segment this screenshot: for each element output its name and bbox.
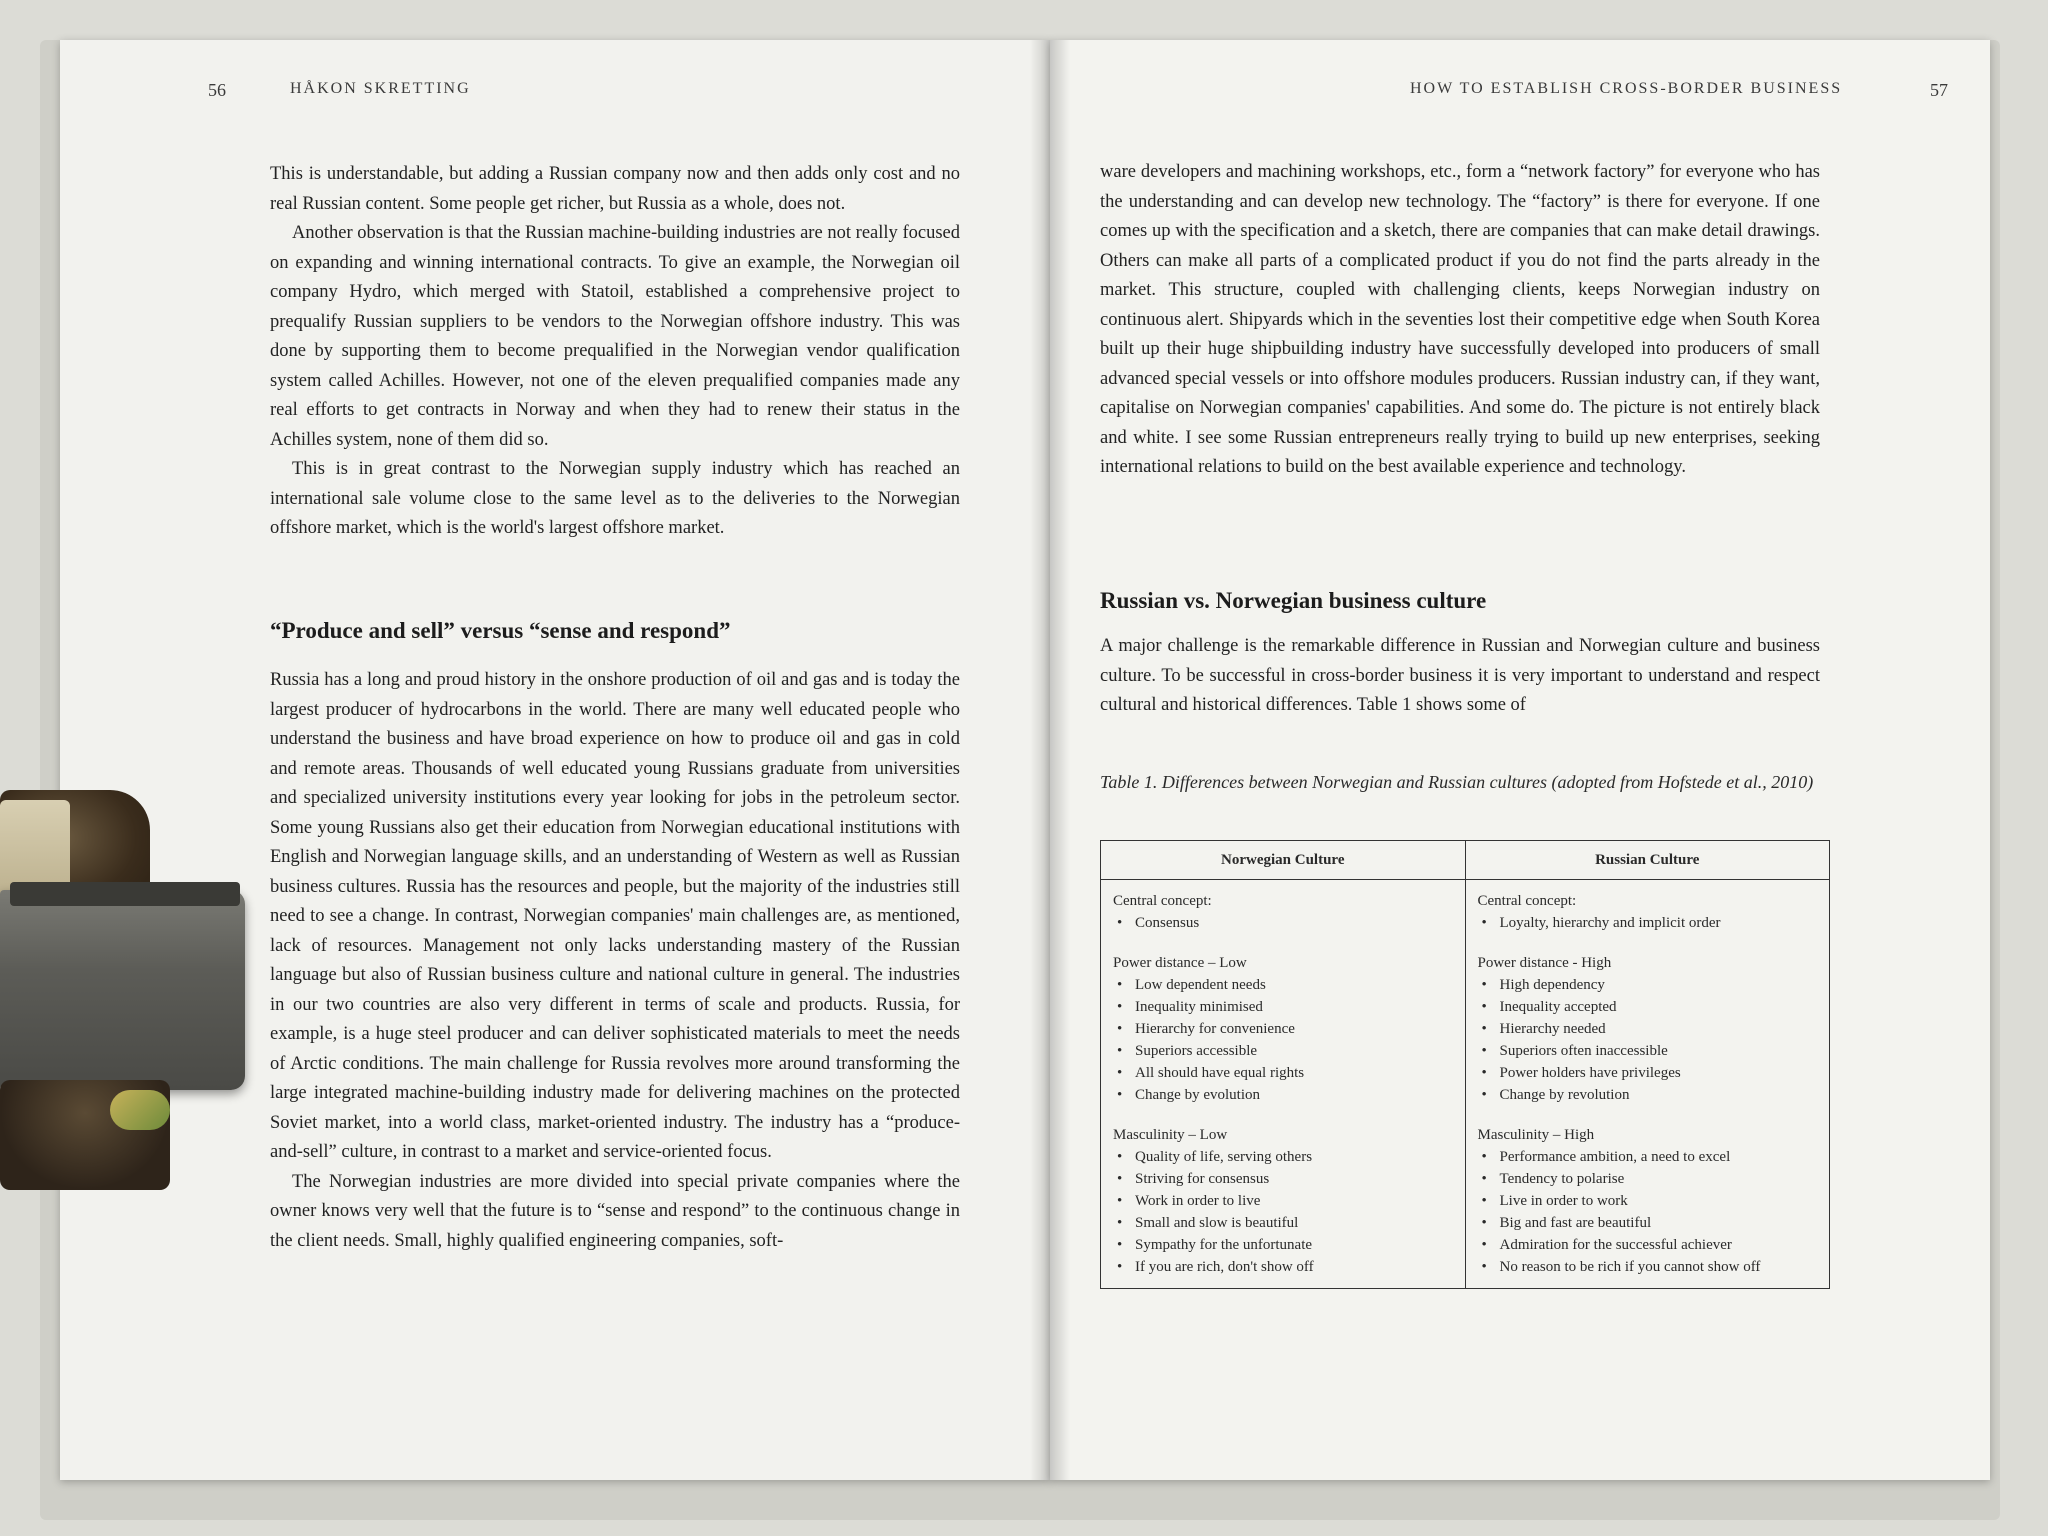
group-masculinity <box>1113 1124 1453 1278</box>
wire-bundle <box>110 1090 170 1130</box>
list-item: • Work in order to live <box>1135 1190 1453 1212</box>
paragraph: This is understandable, but adding a Russian company now and then adds only cost and no real Russian content. Some people get richer, but Russia as a whole, does not. <box>270 164 960 214</box>
metal-block <box>0 890 245 1090</box>
list-item: • Power holders have privileges <box>1500 1062 1818 1084</box>
book-weight-object <box>0 790 240 1190</box>
list-item: • Admiration for the successful achiever <box>1500 1234 1818 1256</box>
list-item: • Change by revolution <box>1500 1084 1818 1106</box>
list-item: • Hierarchy needed <box>1500 1018 1818 1040</box>
list-item: • Inequality minimised <box>1135 996 1453 1018</box>
table-caption: Table 1. Differences between Norwegian and Russian cultures (adopted from Hofstede et al., 2010) <box>1100 772 1814 792</box>
list-item: • Loyalty, hierarchy and implicit order <box>1500 912 1818 934</box>
page-number-left: 56 <box>208 80 226 100</box>
right-text-bottom <box>1100 632 1820 721</box>
group-power-distance <box>1113 952 1453 1106</box>
group-title: Masculinity – Low <box>1113 1127 1228 1143</box>
running-head-right: HOW TO ESTABLISH CROSS-BORDER BUSINESS <box>1410 80 1843 97</box>
list-item: • Superiors accessible <box>1135 1040 1453 1062</box>
list-item: • Inequality accepted <box>1500 996 1818 1018</box>
paragraph: Russia has a long and proud history in the onshore production of oil and gas and is today the largest producer of hydrocarbons in the world. There are many well educated people who understand the business and have broad experience on how to produce oil and gas in cold and remote areas. Thousands of well educated young Russians graduate from universities and specialized university institutions every year looking for jobs in the petroleum sector. Some young Russians also get their education from Norwegian educational institutions with English and Norwegian language skills, and an understanding of Western as well as Russian business cultures. Russia has the resources and people, but the majority of the industries still need to see a change. In contrast, Norwegian companies' main challenges are, as mentioned, lack of resources. Management not only lacks understanding mastery of the Russian language but also of Russian business culture and national culture in general. The industries in our two countries are also very different in terms of scale and products. Russia, for example, is a huge steel producer and can deliver sophisticated materials to meet the needs of Arctic conditions. The main challenge for Russia revolves more around transforming the large integrated machine-building industry made for delivering machines on the protected Soviet market, into a world class, market-oriented industry. The industry has a “produce-and-sell” culture, in contrast to a market and service-oriented focus. <box>270 670 960 1162</box>
book-gutter <box>1030 40 1070 1480</box>
list-item: • High dependency <box>1500 974 1818 996</box>
group-title: Power distance - High <box>1477 955 1612 971</box>
open-book <box>60 40 2000 1500</box>
list-item: • Tendency to polarise <box>1500 1168 1818 1190</box>
list-item: • No reason to be rich if you cannot show off <box>1500 1256 1818 1278</box>
right-page <box>1050 40 1990 1480</box>
list-item: • Consensus <box>1135 912 1453 934</box>
list-item: • All should have equal rights <box>1135 1062 1453 1084</box>
group-title: Masculinity – High <box>1477 1127 1595 1143</box>
running-head-left: HÅKON SKRETTING <box>290 80 471 97</box>
list-item: • Sympathy for the unfortunate <box>1135 1234 1453 1256</box>
section-heading-left: “Produce and sell” versus “sense and respond” <box>270 618 731 643</box>
group-power-distance <box>1478 952 1818 1106</box>
left-text-bottom <box>270 666 960 1256</box>
group-title: Central concept: <box>1113 893 1212 909</box>
list-item: • Quality of life, serving others <box>1135 1146 1453 1168</box>
list-item: • Big and fast are beautiful <box>1500 1212 1818 1234</box>
group-central-concept <box>1478 890 1818 934</box>
russian-column <box>1465 880 1830 1289</box>
list-item: • Superiors often inaccessible <box>1500 1040 1818 1062</box>
list-item: • Low dependent needs <box>1135 974 1453 996</box>
list-item: • Change by evolution <box>1135 1084 1453 1106</box>
table-header-russian: Russian Culture <box>1465 841 1830 880</box>
paragraph: This is in great contrast to the Norwegian supply industry which has reached an international sale volume close to the same level as to the deliveries to the Norwegian offshore market, which is the world's largest offshore market. <box>270 459 960 538</box>
right-text-top <box>1100 158 1820 483</box>
paragraph: The Norwegian industries are more divided into special private companies where the owner knows very well that the future is to “sense and respond” to the continuous change in the client needs. Small, highly qualified engineering companies, soft- <box>270 1171 960 1251</box>
group-title: Power distance – Low <box>1113 955 1247 971</box>
group-title: Central concept: <box>1477 893 1577 909</box>
culture-comparison-table <box>1100 840 1830 1289</box>
section-heading-right: Russian vs. Norwegian business culture <box>1100 588 1487 613</box>
list-item: • Live in order to work <box>1500 1190 1818 1212</box>
paragraph: Another observation is that the Russian machine-building industries are not really focused on expanding and winning international contracts. To give an example, the Norwegian oil company Hydro, which merged with Statoil, established a comprehensive project to prequalify Russian suppliers to be vendors to the Norwegian offshore industry. This was done by supporting them to become prequalified in the Norwegian vendor qualification system called Achilles. However, not one of the eleven prequalified companies made any real efforts to get contracts in Norway and when they had to renew their status in the Achilles system, none of them did so. <box>270 223 960 450</box>
list-item: • If you are rich, don't show off <box>1135 1256 1453 1278</box>
paragraph: ware developers and machining workshops, etc., form a “network factory” for everyone who has the understanding and can develop new technology. The “factory” is there for everyone. If one comes up with the specification and a sketch, there are companies that can make detail drawings. Others can make all parts of a complicated product if you do not find the parts already in the market. This structure, coupled with challenging clients, keeps Norwegian industry on continuous alert. Shipyards which in the seventies lost their competitive edge when South Korea built up their huge shipbuilding industry have successfully developed into producers of small advanced special vessels or into offshore modules producers. Russian industry can, if they want, capitalise on Norwegian companies' capabilities. And some do. The picture is not entirely black and white. I see some Russian entrepreneurs really trying to build up new enterprises, seeking international relations to build on the best available experience and technology. <box>1100 162 1820 477</box>
group-masculinity <box>1478 1124 1818 1278</box>
page-number-right: 57 <box>1930 80 1948 100</box>
left-text-top <box>270 160 960 544</box>
paragraph: A major challenge is the remarkable difference in Russian and Norwegian culture and business culture. To be successful in cross-border business it is very important to understand and respect cultural and historical differences. Table 1 shows some of <box>1100 636 1820 715</box>
norwegian-column <box>1101 880 1466 1289</box>
list-item: • Hierarchy for convenience <box>1135 1018 1453 1040</box>
table-header-norwegian: Norwegian Culture <box>1101 841 1466 880</box>
metal-block-top <box>10 882 240 906</box>
left-page <box>60 40 1050 1480</box>
list-item: • Striving for consensus <box>1135 1168 1453 1190</box>
group-central-concept <box>1113 890 1453 934</box>
list-item: • Small and slow is beautiful <box>1135 1212 1453 1234</box>
list-item: • Performance ambition, a need to excel <box>1500 1146 1818 1168</box>
